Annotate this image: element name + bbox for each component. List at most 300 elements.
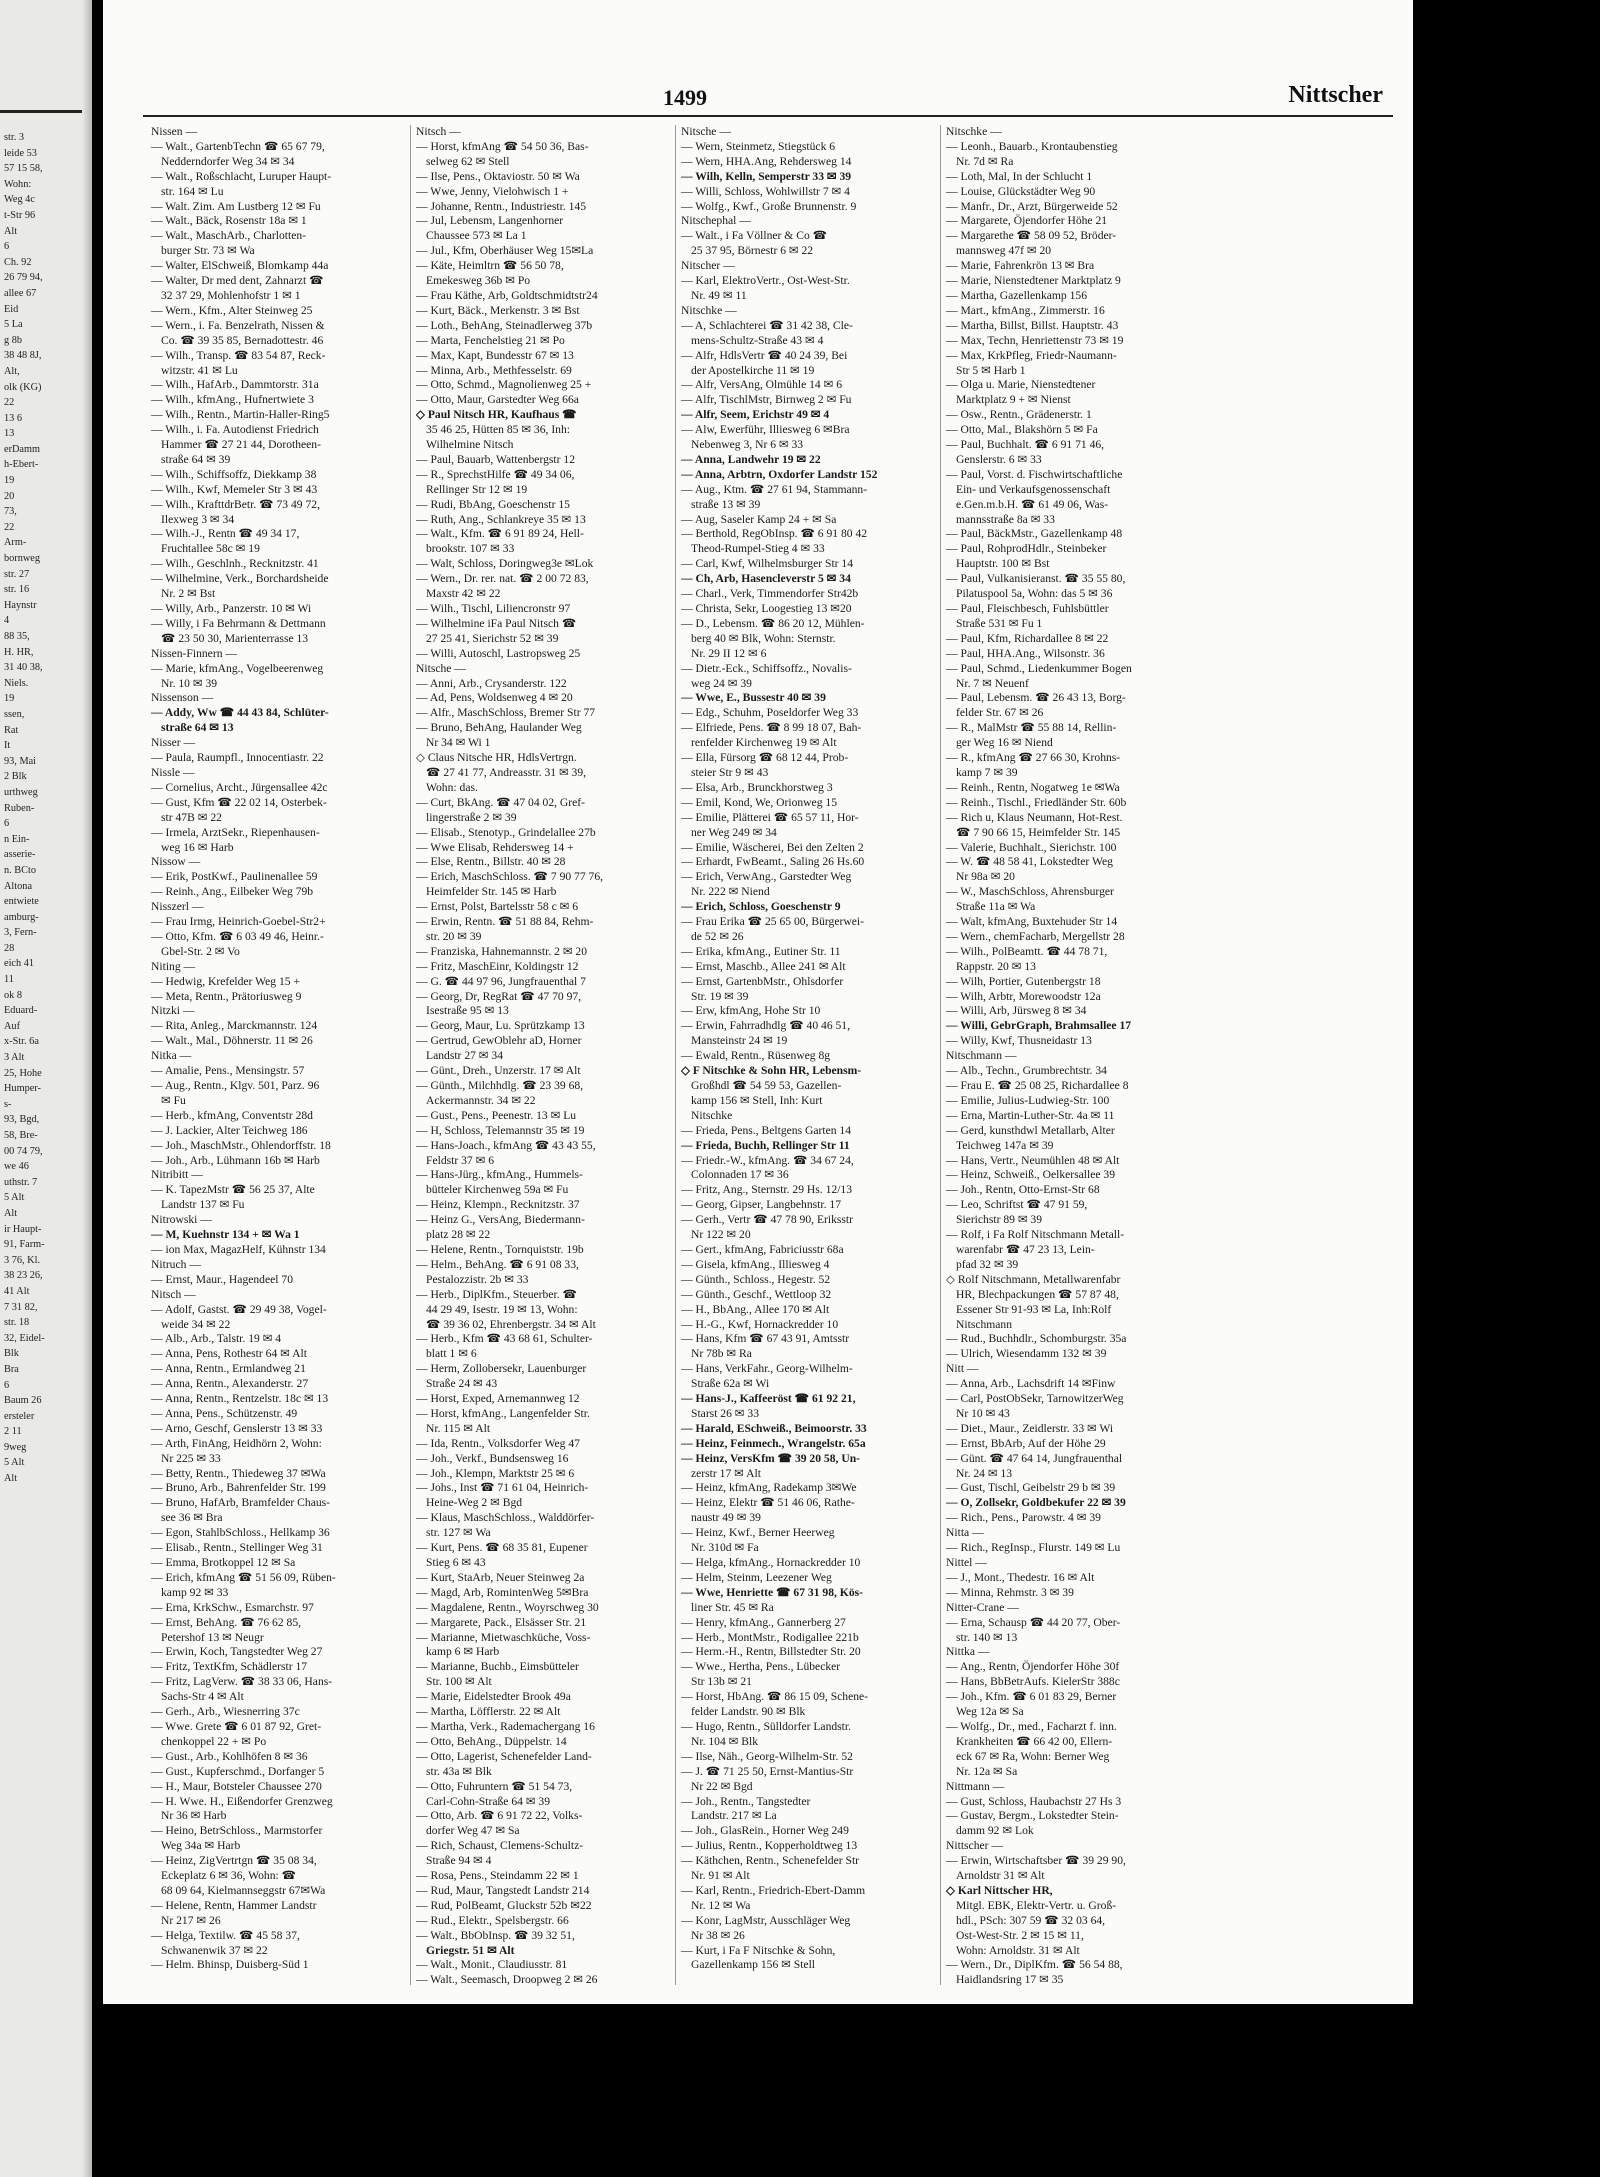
- directory-entry-line: — Fritz, LagVerw. ☎ 38 33 06, Hans-: [151, 1675, 333, 1689]
- directory-entry-line: — Gust, Tischl, Geibelstr 29 b ✉ 39: [946, 1481, 1116, 1495]
- directory-entry-line: — Erwin, Koch, Tangstedter Weg 27: [151, 1645, 323, 1659]
- directory-entry-line: Rellinger Str 12 ✉ 19: [426, 482, 528, 496]
- directory-page: [103, 0, 1413, 2004]
- directory-entry-line: Co. ☎ 39 35 85, Bernadottestr. 46: [161, 333, 324, 347]
- directory-entry-line: — Rich., RegInsp., Flurstr. 149 ✉ Lu: [946, 1541, 1121, 1555]
- directory-entry-line: — Joh., Verkf., Bundsensweg 16: [416, 1451, 569, 1465]
- directory-entry-line: — Elsa, Arb., Brunckhorstweg 3: [681, 780, 833, 794]
- directory-entry-line: — Harald, ESchweiß., Beimoorstr. 33: [681, 1421, 867, 1435]
- directory-entry-line: Nr. 310d ✉ Fa: [691, 1541, 759, 1555]
- previous-page-line: uthstr. 7: [4, 1176, 38, 1188]
- previous-page-line: 57 15 58,: [4, 163, 43, 175]
- directory-entry-line: — Frieda, Pens., Beltgens Garten 14: [681, 1123, 852, 1137]
- directory-entry-line: kamp 156 ✉ Stell, Inh: Kurt: [691, 1093, 823, 1107]
- directory-entry-line: Nr 78b ✉ Ra: [691, 1347, 752, 1361]
- surname-heading: Nitzki —: [151, 1004, 195, 1018]
- surname-heading: Nitsche —: [416, 661, 466, 675]
- directory-entry-line: — Erich, Schloss, Goeschenstr 9: [681, 900, 841, 914]
- surname-heading: Nitsch —: [151, 1287, 196, 1301]
- directory-entry-line: — Marta, Fenchelstieg 21 ✉ Po: [416, 333, 565, 347]
- directory-entry-line: — Ulrich, Wiesendamm 132 ✉ 39: [946, 1347, 1107, 1361]
- directory-entry-line: — Wilhelmine, Verk., Borchardsheide: [151, 572, 329, 586]
- directory-entry-line: — Kurt, Pens. ☎ 68 35 81, Eupener: [416, 1541, 588, 1555]
- directory-entry-line: Eckeplatz 6 ✉ 36, Wohn: ☎: [161, 1869, 297, 1883]
- directory-entry-line: Nr. 24 ✉ 13: [956, 1466, 1013, 1480]
- directory-entry-line: — Heinz, Feinmech., Wrangelstr. 65a: [681, 1436, 866, 1450]
- surname-heading: Nitschke —: [681, 303, 737, 317]
- surname-heading: Nitschke —: [946, 125, 1002, 138]
- directory-entry-line: — Joh., Rentn, Otto-Ernst-Str 68: [946, 1183, 1100, 1197]
- directory-entry-line: — Walt., GartenbTechn ☎ 65 67 79,: [151, 139, 325, 153]
- directory-entry-line: Nr 34 ✉ Wi 1: [426, 736, 491, 750]
- directory-entry-line: — Gust., Pens., Peenestr. 13 ✉ Lu: [416, 1108, 577, 1122]
- directory-entry-line: — Wwe., Hertha, Pens., Lübecker: [681, 1660, 841, 1674]
- directory-entry-line: — M, Kuehnstr 134 + ✉ Wa 1: [151, 1228, 300, 1242]
- directory-entry-line: Petershof 13 ✉ Neugr: [161, 1630, 264, 1644]
- directory-entry-line: der Apostelkirche 11 ✉ 19: [691, 363, 815, 377]
- directory-entry-line: — Wilh., Tischl, Liliencronstr 97: [416, 602, 571, 615]
- directory-entry-line: steier Str 9 ✉ 43: [691, 765, 769, 779]
- directory-entry-line: ◇ Karl Nittscher HR,: [946, 1883, 1053, 1897]
- directory-entry-line: 32 37 29, Mohlenhofstr 1 ✉ 1: [161, 288, 301, 302]
- directory-entry-line: Sachs-Str 4 ✉ Alt: [161, 1690, 244, 1704]
- directory-entry-line: — Ella, Fürsorg ☎ 68 12 44, Prob-: [681, 751, 849, 765]
- previous-page-line: Niels.: [4, 677, 29, 689]
- directory-entry-line: — Cornelius, Archt., Jürgensallee 42c: [151, 780, 328, 794]
- directory-entry-line: — Paul, Lebensm. ☎ 26 43 13, Borg-: [946, 691, 1126, 705]
- directory-entry-line: ◇ Rolf Nitschmann, Metallwarenfabr: [946, 1272, 1121, 1286]
- directory-entry-line: — Fritz, Ang., Sternstr. 29 Hs. 12/13: [681, 1183, 853, 1197]
- directory-entry-line: renfelder Kirchenweg 19 ✉ Alt: [691, 736, 837, 750]
- directory-entry-line: — Rosa, Pens., Steindamm 22 ✉ 1: [416, 1869, 579, 1883]
- directory-entry-line: Nr. 29 II 12 ✉ 6: [691, 646, 767, 660]
- directory-entry-line: — Wilh., HafArb., Dammtorstr. 31a: [151, 378, 319, 392]
- directory-entry-line: — Betty, Rentn., Thiedeweg 37 ✉Wa: [151, 1466, 326, 1480]
- previous-page-line: Eid: [4, 303, 19, 315]
- directory-entry-line: — Helm., BehAng. ☎ 6 91 08 33,: [416, 1257, 579, 1271]
- directory-entry-line: — Frieda, Buchh, Rellinger Str 11: [681, 1138, 850, 1152]
- directory-entry-line: — Rudi, BbAng, Goeschenstr 15: [416, 497, 570, 511]
- directory-entry-line: — Georg, Gipser, Langbehnstr. 17: [681, 1198, 841, 1212]
- directory-entry-line: — Erich, MaschSchloss. ☎ 7 90 77 76,: [416, 870, 604, 884]
- directory-entry-line: Wilhelmine Nitsch: [426, 438, 514, 452]
- directory-entry-line: de 52 ✉ 26: [691, 929, 744, 943]
- page-number: 1499: [663, 85, 707, 110]
- directory-entry-line: — Ad, Pens, Woldsenweg 4 ✉ 20: [416, 691, 573, 705]
- directory-entry-line: Gbel-Str. 2 ✉ Vo: [161, 944, 240, 958]
- directory-entry-line: — Paula, Raumpfl., Innocentiastr. 22: [151, 751, 324, 765]
- directory-entry-line: — Curt, BkAng. ☎ 47 04 02, Gref-: [416, 795, 586, 809]
- directory-entry-line: — Ernst, Polst, Bartelsstr 58 c ✉ 6: [416, 900, 579, 914]
- directory-entry-line: Maxstr 42 ✉ 22: [426, 587, 501, 601]
- directory-entry-line: — Adolf, Gastst. ☎ 29 49 38, Vogel-: [151, 1302, 327, 1316]
- surname-heading: Nitscher —: [681, 259, 735, 273]
- directory-entry-line: — Horst, kfmAng ☎ 54 50 36, Bas-: [416, 139, 589, 153]
- directory-entry-line: — Walt., BbObInsp. ☎ 39 32 51,: [416, 1928, 575, 1942]
- directory-entry-line: Teichweg 147a ✉ 39: [956, 1138, 1054, 1152]
- directory-entry-line: — Joh., GlasRein., Horner Weg 249: [681, 1824, 849, 1838]
- directory-entry-line: — Rolf, i Fa Rolf Nitschmann Metall-: [946, 1228, 1125, 1242]
- directory-entry-line: — Osw., Rentn., Grädenerstr. 1: [946, 408, 1092, 422]
- directory-entry-line: — Martha, Billst, Billst. Hauptstr. 43: [946, 318, 1119, 332]
- directory-entry-line: — Hedwig, Krefelder Weg 15 +: [151, 974, 300, 988]
- directory-entry-line: str. 20 ✉ 39: [426, 929, 482, 943]
- surname-heading: Nitruch —: [151, 1257, 201, 1271]
- directory-entry-line: — Anna, Landwehr 19 ✉ 22: [681, 452, 821, 466]
- previous-page-line: 2 11: [4, 1426, 22, 1438]
- previous-page-line: amburg-: [4, 911, 39, 923]
- surname-heading: Niting —: [151, 959, 196, 973]
- directory-entry-line: mannsweg 47f ✉ 20: [956, 244, 1052, 258]
- previous-page-line: entwiete: [4, 896, 39, 908]
- directory-entry-line: — Friedr.-W., kfmAng. ☎ 34 67 24,: [681, 1153, 854, 1167]
- directory-entry-line: — Leo, Schriftst ☎ 47 91 59,: [946, 1198, 1088, 1212]
- previous-page-line: allee 67: [4, 287, 37, 299]
- previous-page-line: 73,: [4, 506, 17, 518]
- directory-entry-line: — Ernst, BehAng. ☎ 76 62 85,: [151, 1615, 302, 1629]
- directory-entry-line: — Wilh., Kwf, Memeler Str 3 ✉ 43: [151, 482, 318, 496]
- directory-entry-line: — Hans, VerkFahr., Georg-Wilhelm-: [681, 1362, 853, 1376]
- directory-entry-line: — Joh., Rentn., Tangstedter: [681, 1794, 811, 1808]
- surname-heading: Nitrowski —: [151, 1213, 212, 1227]
- directory-entry-line: — Walt., Mal., Döhnerstr. 11 ✉ 26: [151, 1034, 313, 1048]
- directory-entry-line: Nr. 7 ✉ Neuenf: [956, 676, 1029, 690]
- previous-page-line: Eduard-: [4, 1005, 38, 1017]
- directory-entry-line: — Erna, Martin-Luther-Str. 4a ✉ 11: [946, 1108, 1115, 1122]
- directory-entry-line: straße 64 ✉ 39: [161, 452, 231, 466]
- directory-entry-line: — Erika, kfmAng., Eutiner Str. 11: [681, 944, 841, 958]
- previous-page-line: 19: [4, 475, 15, 487]
- directory-entry-line: — Hans, BbBetrAufs. KielerStr 388c: [946, 1675, 1120, 1689]
- directory-entry-line: — Herb., kfmAng, Conventstr 28d: [151, 1108, 313, 1122]
- directory-entry-line: Straße 24 ✉ 43: [426, 1377, 498, 1391]
- directory-entry-line: Nr 217 ✉ 26: [161, 1913, 221, 1927]
- previous-page-line: 2 Blk: [4, 771, 27, 783]
- previous-page-line: n. BCto: [4, 864, 37, 876]
- directory-entry-line: — Wwe, E., Bussestr 40 ✉ 39: [681, 691, 826, 705]
- directory-entry-line: — Wolfg., Kwf., Große Brunnenstr. 9: [681, 199, 857, 213]
- previous-page-line: 19: [4, 693, 15, 705]
- previous-page-line: 3 76, Kl.: [4, 1254, 41, 1266]
- directory-entry-line: — Johanne, Rentn., Industriestr. 145: [416, 199, 587, 213]
- directory-entry-line: — R., MalMstr ☎ 55 88 14, Rellin-: [946, 721, 1117, 735]
- directory-entry-line: — Mart., kfmAng., Zimmerstr. 16: [946, 303, 1105, 317]
- directory-entry-line: platz 28 ✉ 22: [426, 1228, 491, 1242]
- directory-entry-line: — Paul, Fleischbesch, Fuhlsbüttler: [946, 602, 1109, 615]
- directory-entry-line: — Gust., Kupferschmd., Dorfanger 5: [151, 1764, 325, 1778]
- directory-entry-line: — Marie, Fahrenkrön 13 ✉ Bra: [946, 259, 1095, 273]
- directory-entry-line: — Emilie, Plätterei ☎ 65 57 11, Hor-: [681, 810, 859, 824]
- directory-entry-line: — Walt., MaschArb., Charlotten-: [151, 229, 307, 243]
- previous-page-line: It: [4, 740, 11, 752]
- previous-page-line: 5 Alt: [4, 1457, 25, 1469]
- directory-column-2: [416, 125, 671, 1995]
- directory-entry-line: Straße 62a ✉ Wi: [691, 1377, 770, 1391]
- directory-entry-line: e.Gen.m.b.H. ☎ 61 49 06, Was-: [956, 497, 1109, 511]
- directory-entry-line: Wohn: Arnoldstr. 31 ✉ Alt: [956, 1943, 1080, 1957]
- directory-entry-line: 25 37 95, Börnestr 6 ✉ 22: [691, 244, 814, 258]
- directory-entry-line: — Emilie, Julius-Ludwieg-Str. 100: [946, 1093, 1110, 1107]
- previous-page-line: str. 27: [4, 568, 30, 580]
- directory-entry-line: — Erik, PostKwf., Paulinenallee 59: [151, 870, 318, 884]
- directory-entry-line: — Alfr, Seem, Erichstr 49 ✉ 4: [681, 408, 830, 422]
- previous-page-line: 11: [4, 974, 14, 986]
- directory-entry-line: Pestalozzistr. 2b ✉ 33: [426, 1272, 529, 1286]
- directory-entry-line: Marktplatz 9 + ✉ Nienst: [956, 393, 1071, 407]
- directory-entry-line: — Paul, RohprodHdlr., Steinbeker: [946, 542, 1107, 556]
- directory-entry-line: — Heinz, kfmAng, Radekamp 3✉We: [681, 1481, 857, 1495]
- directory-entry-line: — Wwe Elisab, Rehdersweg 14 +: [416, 840, 574, 854]
- directory-entry-line: Krankheiten ☎ 66 42 00, Ellern-: [956, 1734, 1113, 1748]
- directory-entry-line: — Julius, Rentn., Kopperholdtweg 13: [681, 1839, 858, 1853]
- directory-entry-line: — Wern., Dr., DiplKfm. ☎ 56 54 88,: [946, 1958, 1123, 1972]
- surname-heading: Nitsche —: [681, 125, 731, 138]
- previous-page-line: x-Str. 6a: [4, 1036, 39, 1048]
- directory-entry-line: — Joh., MaschMstr., Ohlendorffstr. 18: [151, 1138, 331, 1152]
- directory-entry-line: — Magd, Arb, RomintenWeg 5✉Bra: [416, 1585, 589, 1599]
- directory-entry-line: — Erwin, Rentn. ☎ 51 88 84, Rehm-: [416, 915, 594, 929]
- header-rule: [143, 115, 1393, 117]
- directory-entry-line: — Ang., Rentn, Öjendorfer Höhe 30f: [946, 1660, 1120, 1674]
- directory-entry-line: — Edg., Schuhm, Poseldorfer Weg 33: [681, 706, 859, 720]
- directory-entry-line: — Elisab., Rentn., Stellinger Weg 31: [151, 1541, 323, 1555]
- directory-entry-line: — Frau E. ☎ 25 08 25, Richardallee 8: [946, 1079, 1129, 1092]
- directory-entry-line: — Jul, Lebensm, Langenhorner: [416, 214, 564, 228]
- directory-entry-line: — Heinz, VersKfm ☎ 39 20 58, Un-: [681, 1451, 861, 1465]
- directory-entry-line: — Ewald, Rentn., Rüsenweg 8g: [681, 1049, 831, 1063]
- directory-entry-line: Nr 10 ✉ 43: [956, 1406, 1010, 1420]
- directory-entry-line: damm 92 ✉ Lok: [956, 1824, 1034, 1838]
- directory-entry-line: — Wilhelmine iFa Paul Nitsch ☎: [416, 616, 577, 630]
- directory-entry-line: — H, Schloss, Telemannstr 35 ✉ 19: [416, 1123, 585, 1137]
- directory-entry-line: Stieg 6 ✉ 43: [426, 1556, 486, 1569]
- directory-entry-line: — Ida, Rentn., Volksdorfer Weg 47: [416, 1436, 580, 1450]
- previous-page-line: h-Ebert-: [4, 459, 39, 471]
- directory-entry-line: — Frau Käthe, Arb, Goldtschmidtstr24: [416, 288, 598, 302]
- previous-page-line: erDamm: [4, 443, 41, 455]
- directory-entry-line: — Bruno, Arb., Bahrenfelder Str. 199: [151, 1481, 326, 1495]
- directory-entry-line: Nr 22 ✉ Bgd: [691, 1779, 753, 1793]
- previous-page-line: 00 74 79,: [4, 1145, 43, 1157]
- directory-entry-line: — Frau Irmg, Heinrich-Goebel-Str2+: [151, 915, 326, 929]
- directory-entry-line: — Wwe. Grete ☎ 6 01 87 92, Gret-: [151, 1719, 322, 1733]
- directory-entry-line: — Wern., i. Fa. Benzelrath, Nissen &: [151, 318, 325, 332]
- directory-entry-line: str. 140 ✉ 13: [956, 1630, 1018, 1644]
- directory-entry-line: Ein- und Verkaufsgenossenschaft: [956, 482, 1111, 496]
- directory-entry-line: lingerstraße 2 ✉ 39: [426, 810, 517, 824]
- directory-entry-line: Nr. 104 ✉ Blk: [691, 1734, 759, 1748]
- directory-entry-line: pfad 32 ✉ 39: [956, 1257, 1019, 1271]
- previous-page-line: Ruben-: [4, 802, 35, 814]
- directory-column-4: [946, 125, 1201, 1995]
- directory-entry-line: — Rud, PolBeamt, Gluckstr 52b ✉22: [416, 1898, 592, 1912]
- directory-entry-line: Str 13b ✉ 21: [691, 1675, 752, 1689]
- previous-page-line: 6: [4, 241, 10, 253]
- directory-entry-line: burger Str. 73 ✉ Wa: [161, 244, 255, 258]
- directory-entry-line: — Rita, Anleg., Marckmannstr. 124: [151, 1019, 318, 1033]
- directory-entry-line: — Willy, Arb., Panzerstr. 10 ✉ Wi: [151, 602, 312, 615]
- previous-page-line: ok 8: [4, 989, 23, 1001]
- directory-entry-line: — Hans, Vertr., Neumühlen 48 ✉ Alt: [946, 1153, 1120, 1167]
- directory-entry-line: ✉ Fu: [161, 1093, 186, 1107]
- directory-entry-line: — Heinz G., VersAng, Biedermann-: [416, 1213, 585, 1227]
- previous-page-line: Haynstr: [4, 599, 37, 611]
- previous-page-line: Alt,: [4, 365, 20, 377]
- directory-entry-line: — Hans, Kfm ☎ 67 43 91, Amtsstr: [681, 1332, 850, 1346]
- directory-entry-line: Hauptstr. 100 ✉ Bst: [956, 557, 1050, 571]
- directory-entry-line: — Wilh.-J., Rentn ☎ 49 34 17,: [151, 527, 300, 541]
- directory-entry-line: — Marie, Eidelstedter Brook 49a: [416, 1690, 571, 1704]
- directory-entry-line: Ost-West-Str. 2 ✉ 15 ✉ 11,: [956, 1928, 1084, 1942]
- previous-page-line: str. 3: [4, 132, 25, 143]
- previous-page-line: 22: [4, 521, 15, 533]
- surname-heading: Nisser —: [151, 736, 196, 750]
- directory-entry-line: — Erich, kfmAng ☎ 51 56 09, Rüben-: [151, 1570, 336, 1584]
- directory-entry-line: — Paul, Vulkanisieranst. ☎ 35 55 80,: [946, 572, 1126, 586]
- directory-entry-line: — Heinz, Elektr ☎ 51 46 06, Rathe-: [681, 1496, 855, 1510]
- directory-entry-line: — Kurt, Bäck., Merkenstr. 3 ✉ Bst: [416, 303, 580, 317]
- directory-entry-line: — Meta, Rentn., Prätoriusweg 9: [151, 989, 302, 1003]
- directory-entry-line: — Kurt, StaArb, Neuer Steinweg 2a: [416, 1570, 585, 1584]
- directory-entry-line: Sierichstr 89 ✉ 39: [956, 1213, 1043, 1227]
- previous-page-line: 58, Bre-: [4, 1130, 38, 1141]
- directory-entry-line: — Walt. Zim. Am Lustberg 12 ✉ Fu: [151, 199, 321, 213]
- directory-entry-line: — Helm, Steinm, Leezener Weg: [681, 1570, 832, 1584]
- directory-entry-line: — Willi, Autoschl, Lastropsweg 25: [416, 646, 581, 660]
- directory-entry-line: — Karl, ElektroVertr., Ost-West-Str.: [681, 274, 850, 288]
- directory-entry-line: — Gust, Kfm ☎ 22 02 14, Osterbek-: [151, 795, 327, 809]
- directory-entry-line: — D., Lebensm. ☎ 86 20 12, Mühlen-: [681, 616, 865, 630]
- directory-entry-line: Nr. 2 ✉ Bst: [161, 587, 216, 601]
- previous-page-fragment: [0, 0, 92, 2177]
- directory-entry-line: Hammer ☎ 27 21 44, Dorotheen-: [161, 438, 321, 452]
- directory-entry-line: str 47B ✉ 22: [161, 810, 222, 824]
- directory-entry-line: ☎ 23 50 30, Marienterrasse 13: [161, 631, 309, 645]
- directory-entry-line: kamp 7 ✉ 39: [956, 765, 1018, 779]
- directory-entry-line: Nr. 7d ✉ Ra: [956, 154, 1014, 168]
- directory-entry-line: see 36 ✉ Bra: [161, 1511, 223, 1525]
- previous-page-line: Bra: [4, 1363, 19, 1375]
- directory-entry-line: Nr 98a ✉ 20: [956, 870, 1015, 884]
- directory-entry-line: Fruchtallee 58c ✉ 19: [161, 542, 260, 556]
- directory-entry-line: hdl., PSch: 307 59 ☎ 32 03 64,: [956, 1913, 1106, 1927]
- directory-entry-line: — Wern., chemFacharb, Mergellstr 28: [946, 929, 1125, 943]
- directory-entry-line: — Johs., Inst ☎ 71 61 04, Heinrich-: [416, 1481, 589, 1495]
- directory-entry-line: Str 5 ✉ Harb 1: [956, 363, 1026, 377]
- directory-entry-line: — Wern., Kfm., Alter Steinweg 25: [151, 303, 313, 317]
- previous-page-line: 20: [4, 490, 15, 502]
- directory-entry-line: mens-Schultz-Straße 43 ✉ 4: [691, 333, 824, 347]
- previous-page-line: Baum 26: [4, 1395, 42, 1407]
- directory-entry-line: — Walt, kfmAng, Buxtehuder Str 14: [946, 915, 1118, 929]
- directory-entry-line: — Paul, Buchhalt. ☎ 6 91 71 46,: [946, 438, 1105, 452]
- directory-entry-line: — Gust, Schloss, Haubachstr 27 Hs 3: [946, 1794, 1122, 1808]
- directory-entry-line: — Magdalene, Rentn., Woyrschweg 30: [416, 1600, 599, 1614]
- previous-page-line: 25, Hohe: [4, 1067, 42, 1079]
- directory-entry-line: — Otto, Mal., Blakshörn 5 ✉ Fa: [946, 423, 1098, 437]
- directory-entry-line: — Minna, Rehmstr. 3 ✉ 39: [946, 1585, 1074, 1599]
- directory-entry-line: — Carl, PostObSekr, TarnowitzerWeg: [946, 1392, 1124, 1406]
- previous-page-line: eich 41: [4, 958, 35, 970]
- directory-entry-line: — Max, Techn, Henriettenstr 73 ✉ 19: [946, 333, 1124, 347]
- directory-entry-line: zerstr 17 ✉ Alt: [691, 1466, 761, 1480]
- directory-entry-line: — Ernst, BbArb, Auf der Höhe 29: [946, 1436, 1106, 1450]
- previous-page-line: 41 Alt: [4, 1285, 30, 1297]
- directory-entry-line: Arnoldstr 31 ✉ Alt: [956, 1869, 1045, 1883]
- previous-page-line: Altona: [4, 880, 33, 892]
- directory-entry-line: Straße 531 ✉ Fu 1: [956, 616, 1043, 630]
- directory-entry-line: — Anna, Arbtrn, Oxdorfer Landstr 152: [681, 467, 878, 481]
- directory-entry-line: Nr 36 ✉ Harb: [161, 1809, 227, 1823]
- surname-heading: Nitta —: [946, 1526, 984, 1540]
- directory-entry-line: — Paul, Vorst. d. Fischwirtschaftliche: [946, 467, 1123, 481]
- directory-entry-line: eck 67 ✉ Ra, Wohn: Berner Weg: [956, 1749, 1110, 1763]
- directory-entry-line: Heine-Weg 2 ✉ Bgd: [426, 1496, 523, 1510]
- directory-entry-line: Str. 100 ✉ Alt: [426, 1675, 492, 1689]
- directory-entry-line: — Horst, HbAng. ☎ 86 15 09, Schene-: [681, 1690, 869, 1704]
- book-gutter: [82, 0, 92, 2177]
- directory-entry-line: — Erna, KrkSchw., Esmarchstr. 97: [151, 1600, 314, 1614]
- directory-entry-line: HR, Blechpackungen ☎ 57 87 48,: [956, 1287, 1119, 1301]
- directory-entry-line: — Hans-Jürg., kfmAng., Hummels-: [416, 1168, 583, 1182]
- previous-page-line: 93, Mai: [4, 755, 37, 767]
- directory-entry-line: — Kurt, i Fa F Nitschke & Sohn,: [681, 1943, 836, 1957]
- previous-page-line: 13: [4, 428, 15, 440]
- directory-entry-line: — Manfr., Dr., Arzt, Bürgerweide 52: [946, 199, 1118, 213]
- directory-entry-line: Pilatuspool 5a, Wohn: das 5 ✉ 36: [956, 587, 1113, 601]
- directory-entry-line: — Walt., Roßschlacht, Luruper Haupt-: [151, 169, 332, 183]
- previous-page-line: 31 40 38,: [4, 662, 43, 674]
- directory-entry-line: Nr. 115 ✉ Alt: [426, 1421, 491, 1435]
- directory-entry-line: — Valerie, Buchhalt., Sierichstr. 100: [946, 840, 1117, 854]
- directory-entry-line: — Wilh., Schiffsoffz, Diekkamp 38: [151, 467, 317, 481]
- directory-entry-line: — K. TapezMstr ☎ 56 25 37, Alte: [151, 1183, 315, 1197]
- surname-heading: Nissen —: [151, 125, 198, 138]
- directory-entry-line: — Helene, Rentn., Tornquiststr. 19b: [416, 1242, 584, 1256]
- directory-entry-line: — Ilse, Pens., Oktaviostr. 50 ✉ Wa: [416, 169, 580, 183]
- directory-entry-line: — Gerd, kunsthdwl Metallarb, Alter: [946, 1123, 1115, 1137]
- directory-entry-line: — Gert., kfmAng, Fabriciusstr 68a: [681, 1242, 844, 1256]
- previous-page-line: bornweg: [4, 553, 41, 565]
- previous-page-line: Alt: [4, 1473, 18, 1485]
- directory-entry-line: — Wilh., PolBeamtt. ☎ 44 78 71,: [946, 944, 1108, 958]
- directory-entry-line: — O, Zollsekr, Goldbekufer 22 ✉ 39: [946, 1496, 1126, 1510]
- directory-entry-line: — H., Maur, Botsteler Chaussee 270: [151, 1779, 322, 1793]
- directory-entry-line: — Herm.-H., Rentn, Billstedter Str. 20: [681, 1645, 861, 1659]
- previous-page-line: s-: [4, 1098, 12, 1110]
- surname-heading: Nisszerl —: [151, 900, 204, 914]
- directory-entry-line: Essener Str 91-93 ✉ La, Inh:Rolf: [956, 1302, 1112, 1316]
- previous-page-line: t-Str 96: [4, 209, 36, 221]
- directory-entry-line: — Arno, Geschf, Genslerstr 13 ✉ 33: [151, 1421, 323, 1435]
- directory-entry-line: — Elisab., Stenotyp., Grindelallee 27b: [416, 825, 596, 839]
- directory-entry-line: — Martha, Verk., Rademachergang 16: [416, 1719, 595, 1733]
- directory-entry-line: — Ilse, Näh., Georg-Wilhelm-Str. 52: [681, 1749, 853, 1763]
- directory-entry-line: — Marie, kfmAng., Vogelbeerenweg: [151, 661, 324, 675]
- directory-entry-line: Straße 11a ✉ Wa: [956, 900, 1036, 914]
- directory-entry-line: — Marie, Nienstedtener Marktplatz 9: [946, 274, 1121, 288]
- directory-entry-line: — Anna, Rentn., Ermlandweg 21: [151, 1362, 306, 1376]
- directory-entry-line: Straße 94 ✉ 4: [426, 1854, 492, 1868]
- directory-entry-line: Feldstr 37 ✉ 6: [426, 1153, 495, 1167]
- directory-entry-line: — R., kfmAng ☎ 27 66 30, Krohns-: [946, 751, 1121, 765]
- directory-entry-line: — Otto, Lagerist, Schenefelder Land-: [416, 1749, 592, 1763]
- previous-page-line: 26 79 94,: [4, 272, 43, 284]
- directory-entry-line: — Klaus, MaschSchloss., Walddörfer-: [416, 1511, 595, 1525]
- directory-entry-line: — Horst, kfmAng., Langenfelder Str.: [416, 1406, 590, 1420]
- previous-page-line: Wohn:: [4, 178, 32, 190]
- directory-entry-line: — Emma, Brotkoppel 12 ✉ Sa: [151, 1556, 296, 1569]
